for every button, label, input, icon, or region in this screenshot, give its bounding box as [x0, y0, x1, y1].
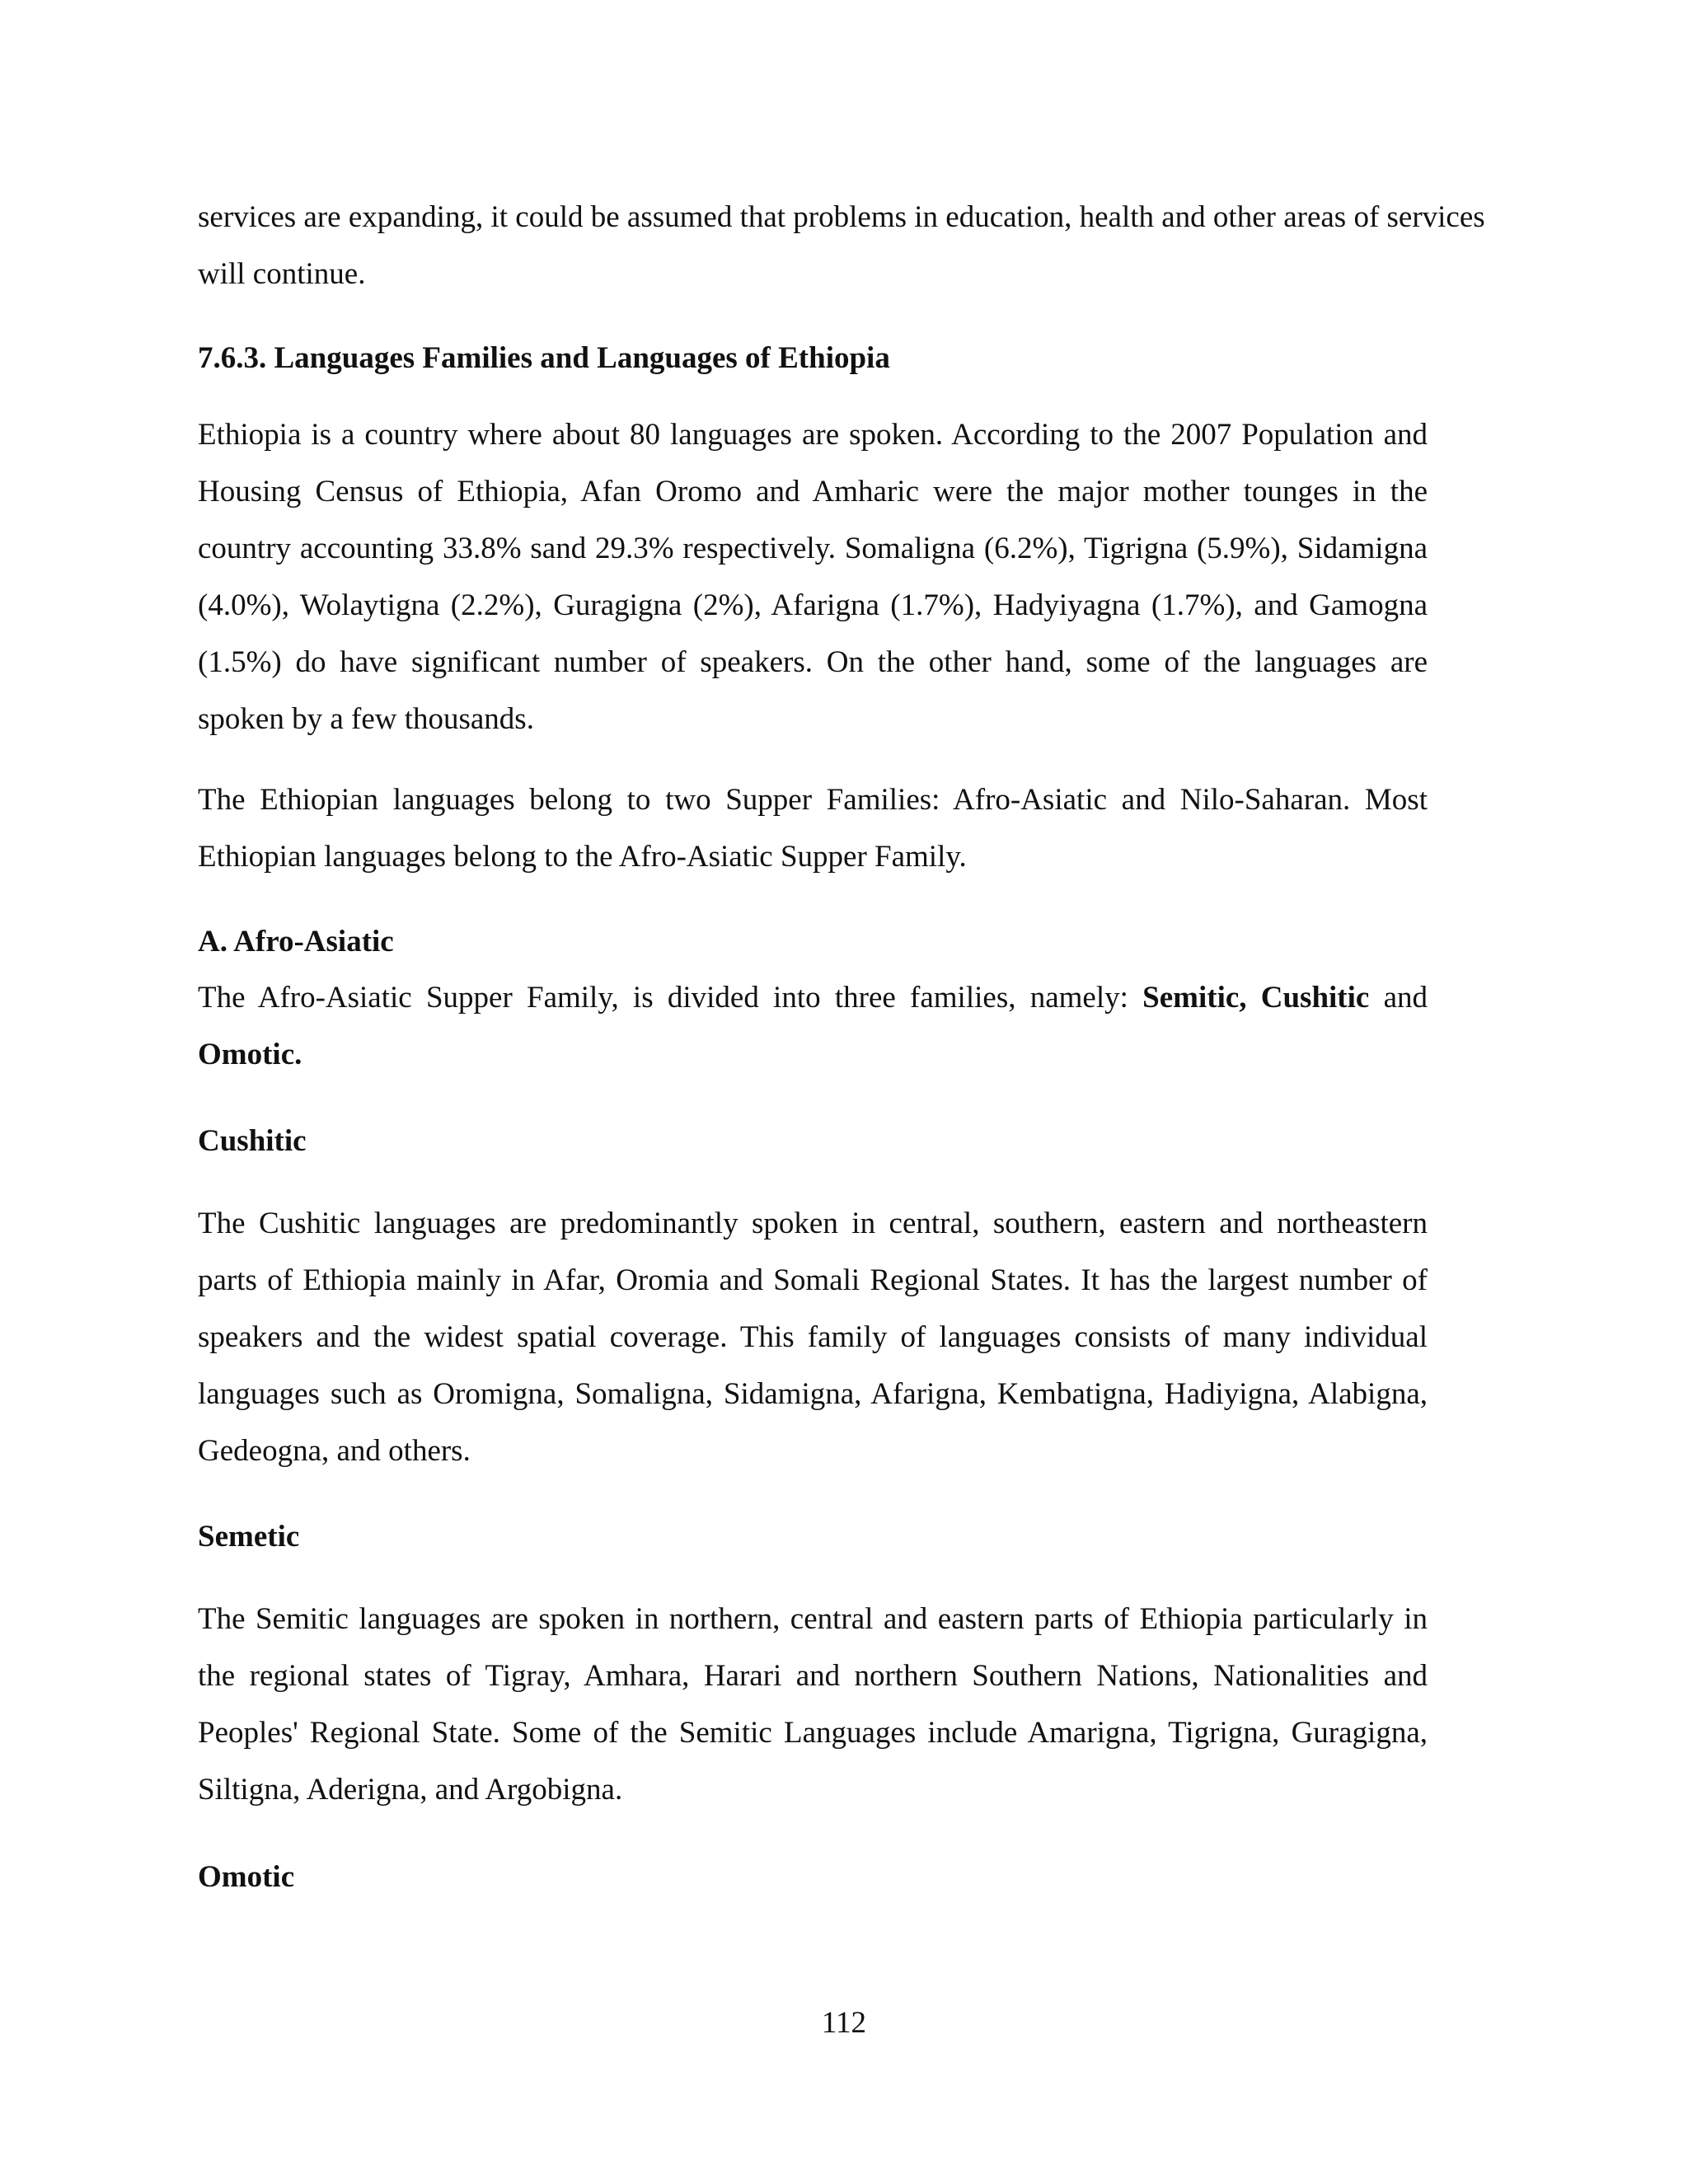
- afro-asiatic-text-mid: and: [1369, 981, 1428, 1015]
- afro-asiatic-heading: A. Afro-Asiatic: [198, 925, 394, 958]
- afro-asiatic-text-before: The Afro-Asiatic Supper Family, is divided into three families, namely:: [198, 981, 1143, 1015]
- families-paragraph: The Ethiopian languages belong to two Supper Families: Afro-Asiatic and Nilo-Saharan. Most Ethiopian languages belong to the Afro-Asiatic Supper Family.: [198, 783, 1428, 874]
- page-number: 112: [821, 2006, 867, 2040]
- omotic-heading: Omotic: [198, 1860, 295, 1894]
- afro-asiatic-bold-families: Semitic, Cushitic: [1142, 981, 1370, 1015]
- semetic-paragraph: The Semitic languages are spoken in northern, central and eastern parts of Ethiopia particularly in the regional states of Tigray, Amhara, Harari and northern Southern Nations, Nationalities and Peoples' Regional State. Some of the Semitic Languages include Amarigna, Tigrigna, Guragigna, Siltigna, Aderigna, and Argobigna.: [198, 1602, 1428, 1807]
- afro-asiatic-paragraph: [198, 969, 1428, 1083]
- semetic-heading: Semetic: [198, 1520, 300, 1554]
- continuation-paragraph: services are expanding, it could be assumed that problems in education, health and other areas of services will continue.: [198, 200, 1485, 291]
- intro-paragraph: Ethiopia is a country where about 80 languages are spoken. According to the 2007 Population and Housing Census of Ethiopia, Afan Oromo and Amharic were the major mother tounges in the country accounting 33.8% sand 29.3% respectively. Somaligna (6.2%), Tigrigna (5.9%), Sidamigna (4.0%), Wolaytigna (2.2%), Guragigna (2%), Afarigna (1.7%), Hadyiyagna (1.7%), and Gamogna (1.5%) do have significant number of speakers. On the other hand, some of the languages are spoken by a few thousands.: [198, 418, 1428, 736]
- cushitic-heading: Cushitic: [198, 1124, 307, 1158]
- section-heading: 7.6.3. Languages Families and Languages of Ethiopia: [198, 341, 890, 375]
- cushitic-paragraph: The Cushitic languages are predominantly spoken in central, southern, eastern and northeastern parts of Ethiopia mainly in Afar, Oromia and Somali Regional States. It has the largest number of speakers and the widest spatial coverage. This family of languages consists of many individual languages such as Oromigna, Somaligna, Sidamigna, Afarigna, Kembatigna, Hadiyigna, Alabigna, Gedeogna, and others.: [198, 1207, 1428, 1468]
- afro-asiatic-bold-omotic: Omotic.: [198, 1038, 302, 1071]
